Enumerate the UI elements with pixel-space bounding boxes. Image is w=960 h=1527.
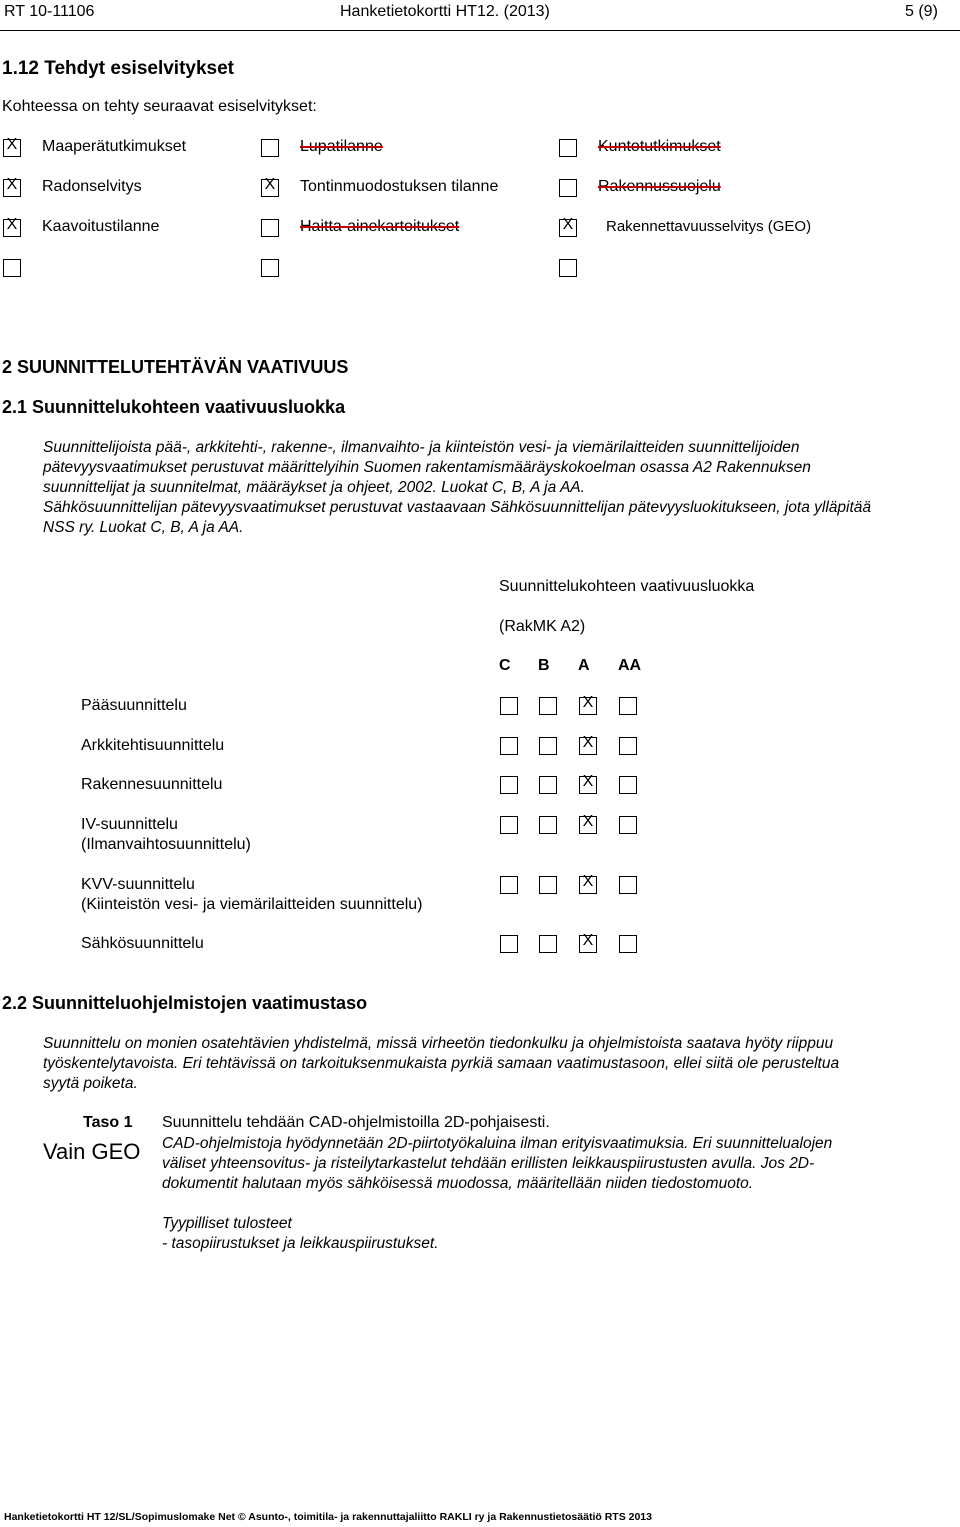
class-checkbox[interactable]: [619, 935, 637, 953]
outputs-block: [162, 1214, 439, 1254]
design-field-label: Arkkitehtisuunnittelu: [81, 737, 225, 754]
check-mark: X: [6, 136, 18, 153]
class-checkbox[interactable]: [579, 873, 597, 894]
design-field-label: Pääsuunnittelu: [81, 697, 187, 714]
class-checkbox[interactable]: [579, 932, 597, 953]
class-checkbox[interactable]: [539, 816, 557, 834]
class-checkbox[interactable]: [619, 816, 637, 834]
check-mark: X: [6, 176, 18, 193]
class-checkbox[interactable]: [579, 694, 597, 715]
presurvey-checkbox[interactable]: [559, 259, 577, 277]
check-mark: X: [582, 734, 594, 751]
page-number: 5 (9): [905, 3, 938, 20]
class-header-b: B: [538, 657, 550, 674]
paragraph-line: työskentelytavoista. Eri tehtävissä on tarkoituksenmukaista pyrkiä samaan vaatimustasoon, ellei siitä ole perusteltua: [43, 1055, 840, 1072]
class-checkbox[interactable]: [539, 935, 557, 953]
presurvey-label: Maaperätutkimukset: [42, 138, 187, 155]
check-mark: X: [264, 176, 276, 193]
presurvey-checkbox[interactable]: [3, 259, 21, 277]
class-header-aa: AA: [618, 657, 642, 674]
paragraph-line: suunnittelijat ja suunnitelmat, määräykset ja ohjeet, 2002. Luokat C, B, A ja AA.: [43, 479, 585, 496]
footer-text: Hanketietokortti HT 12/SL/Sopimuslomake Net © Asunto-, toimitila- ja rakennuttajaliitto RAKLI ry ja Rakennustietosäätiö RTS 2013: [4, 1511, 652, 1523]
presurvey-label: Kaavoitustilanne: [42, 218, 160, 235]
check-mark: X: [582, 773, 594, 790]
class-header-c: C: [499, 657, 511, 674]
software-paragraph: [43, 1034, 839, 1094]
class-header-a: A: [578, 657, 590, 674]
paragraph-line: Sähkösuunnittelijan pätevyysvaatimukset perustuvat vastaavaan Sähkösuunnittelijan pätevyysluokitukseen, jota ylläpitää: [43, 499, 872, 516]
class-checkbox[interactable]: [579, 773, 597, 794]
presurvey-checkbox[interactable]: [261, 259, 279, 277]
paragraph-line: CAD-ohjelmistoja hyödynnetään 2D-piirtotyökaluina ilman erityisvaatimuksia. Eri suunnittelualojen: [162, 1135, 833, 1152]
class-checkbox[interactable]: [539, 697, 557, 715]
check-mark: X: [562, 216, 574, 233]
class-checkbox[interactable]: [500, 697, 518, 715]
class-checkbox[interactable]: [500, 816, 518, 834]
level-line: Suunnittelu tehdään CAD-ohjelmistoilla 2D-pohjaisesti.: [162, 1114, 550, 1131]
class-checkbox[interactable]: [539, 776, 557, 794]
class-table-title: Suunnittelukohteen vaativuusluokka: [499, 578, 755, 595]
section-title-2-1: 2.1 Suunnittelukohteen vaativuusluokka: [2, 397, 346, 417]
header-rule: [0, 30, 960, 31]
check-mark: X: [582, 813, 594, 830]
section-title-2-2: 2.2 Suunnitteluohjelmistojen vaatimustaso: [2, 993, 368, 1013]
presurvey-checkbox[interactable]: [3, 176, 21, 197]
presurvey-label: Rakennussuojelu: [598, 178, 721, 195]
presurvey-checkbox[interactable]: [3, 136, 21, 157]
paragraph-line: NSS ry. Luokat C, B, A ja AA.: [43, 519, 244, 536]
section-title-1-12: 1.12 Tehdyt esiselvitykset: [2, 58, 234, 79]
check-mark: X: [582, 873, 594, 890]
presurvey-label: Tontinmuodostuksen tilanne: [300, 178, 499, 195]
paragraph-line: syytä poiketa.: [43, 1075, 138, 1092]
presurvey-checkbox[interactable]: [261, 219, 279, 237]
check-mark: X: [582, 932, 594, 949]
presurvey-label: Radonselvitys: [42, 178, 142, 195]
class-checkbox[interactable]: [500, 776, 518, 794]
paragraph-line: väliset yhteensovitus- ja risteilytarkastelut tehdään erillisten leikkauspiirustusten avulla. Jos 2D-: [162, 1155, 815, 1172]
handwritten-note: Vain GEO: [43, 1139, 141, 1164]
check-mark: X: [6, 216, 18, 233]
paragraph-line: pätevyysvaatimukset perustuvat määrittelyihin Suomen rakentamismääräyskokoelman osassa A2 Rakennuksen: [43, 459, 811, 476]
design-field-sublabel: (Ilmanvaihtosuunnittelu): [81, 836, 251, 853]
class-checkbox[interactable]: [539, 737, 557, 755]
level-label: Taso 1: [83, 1114, 133, 1131]
check-mark: X: [582, 694, 594, 711]
design-field-sublabel: (Kiinteistön vesi- ja viemärilaitteiden suunnittelu): [81, 896, 423, 913]
class-checkbox[interactable]: [500, 935, 518, 953]
class-checkbox[interactable]: [619, 697, 637, 715]
paragraph-line: dokumentit halutaan myös sähköisessä muodossa, määritellään niiden tiedostomuoto.: [162, 1175, 754, 1192]
presurvey-label: Haitta-ainekartoitukset: [300, 218, 460, 235]
section-title-2: 2 SUUNNITTELUTEHTÄVÄN VAATIVUUS: [2, 357, 349, 377]
paragraph-line: Suunnittelijoista pää-, arkkitehti-, rakenne-, ilmanvaihto- ja kiinteistön vesi- ja viemärilaitteiden suunnittelijoiden: [43, 439, 800, 456]
card-title: Hanketietokortti HT12. (2013): [340, 3, 550, 20]
presurvey-checkbox[interactable]: [559, 139, 577, 157]
design-field-label: Sähkösuunnittelu: [81, 935, 204, 952]
class-table-subtitle: (RakMK A2): [499, 618, 586, 635]
presurvey-checkbox[interactable]: [559, 216, 577, 237]
outputs-item: - tasopiirustukset ja leikkauspiirustukset.: [162, 1235, 439, 1252]
design-field-label: IV-suunnittelu: [81, 816, 178, 833]
class-checkbox[interactable]: [579, 813, 597, 834]
class-checkbox[interactable]: [500, 737, 518, 755]
design-field-label: KVV-suunnittelu: [81, 876, 195, 893]
section-intro: Kohteessa on tehty seuraavat esiselvitykset:: [2, 98, 317, 115]
presurvey-label: Lupatilanne: [300, 138, 383, 155]
class-checkbox[interactable]: [500, 876, 518, 894]
paragraph-line: Suunnittelu on monien osatehtävien yhdistelmä, missä virheetön tiedonkulku ja ohjelmistoista saatava hyöty riippuu: [43, 1035, 834, 1052]
class-checkbox[interactable]: [619, 776, 637, 794]
level-description: [162, 1134, 832, 1194]
design-field-label: Rakennesuunnittelu: [81, 776, 223, 793]
doc-id: RT 10-11106: [4, 3, 95, 20]
presurvey-checkbox[interactable]: [559, 179, 577, 197]
class-checkbox[interactable]: [539, 876, 557, 894]
presurvey-label: Rakennettavuusselvitys (GEO): [606, 218, 812, 235]
presurvey-label: Kuntotutkimukset: [598, 138, 721, 155]
outputs-title: Tyypilliset tulosteet: [162, 1215, 292, 1232]
class-checkbox[interactable]: [619, 737, 637, 755]
presurvey-checkbox[interactable]: [261, 176, 279, 197]
requirements-paragraph: [43, 438, 871, 538]
class-checkbox[interactable]: [579, 734, 597, 755]
class-checkbox[interactable]: [619, 876, 637, 894]
presurvey-checkbox[interactable]: [3, 216, 21, 237]
presurvey-checkbox[interactable]: [261, 139, 279, 157]
